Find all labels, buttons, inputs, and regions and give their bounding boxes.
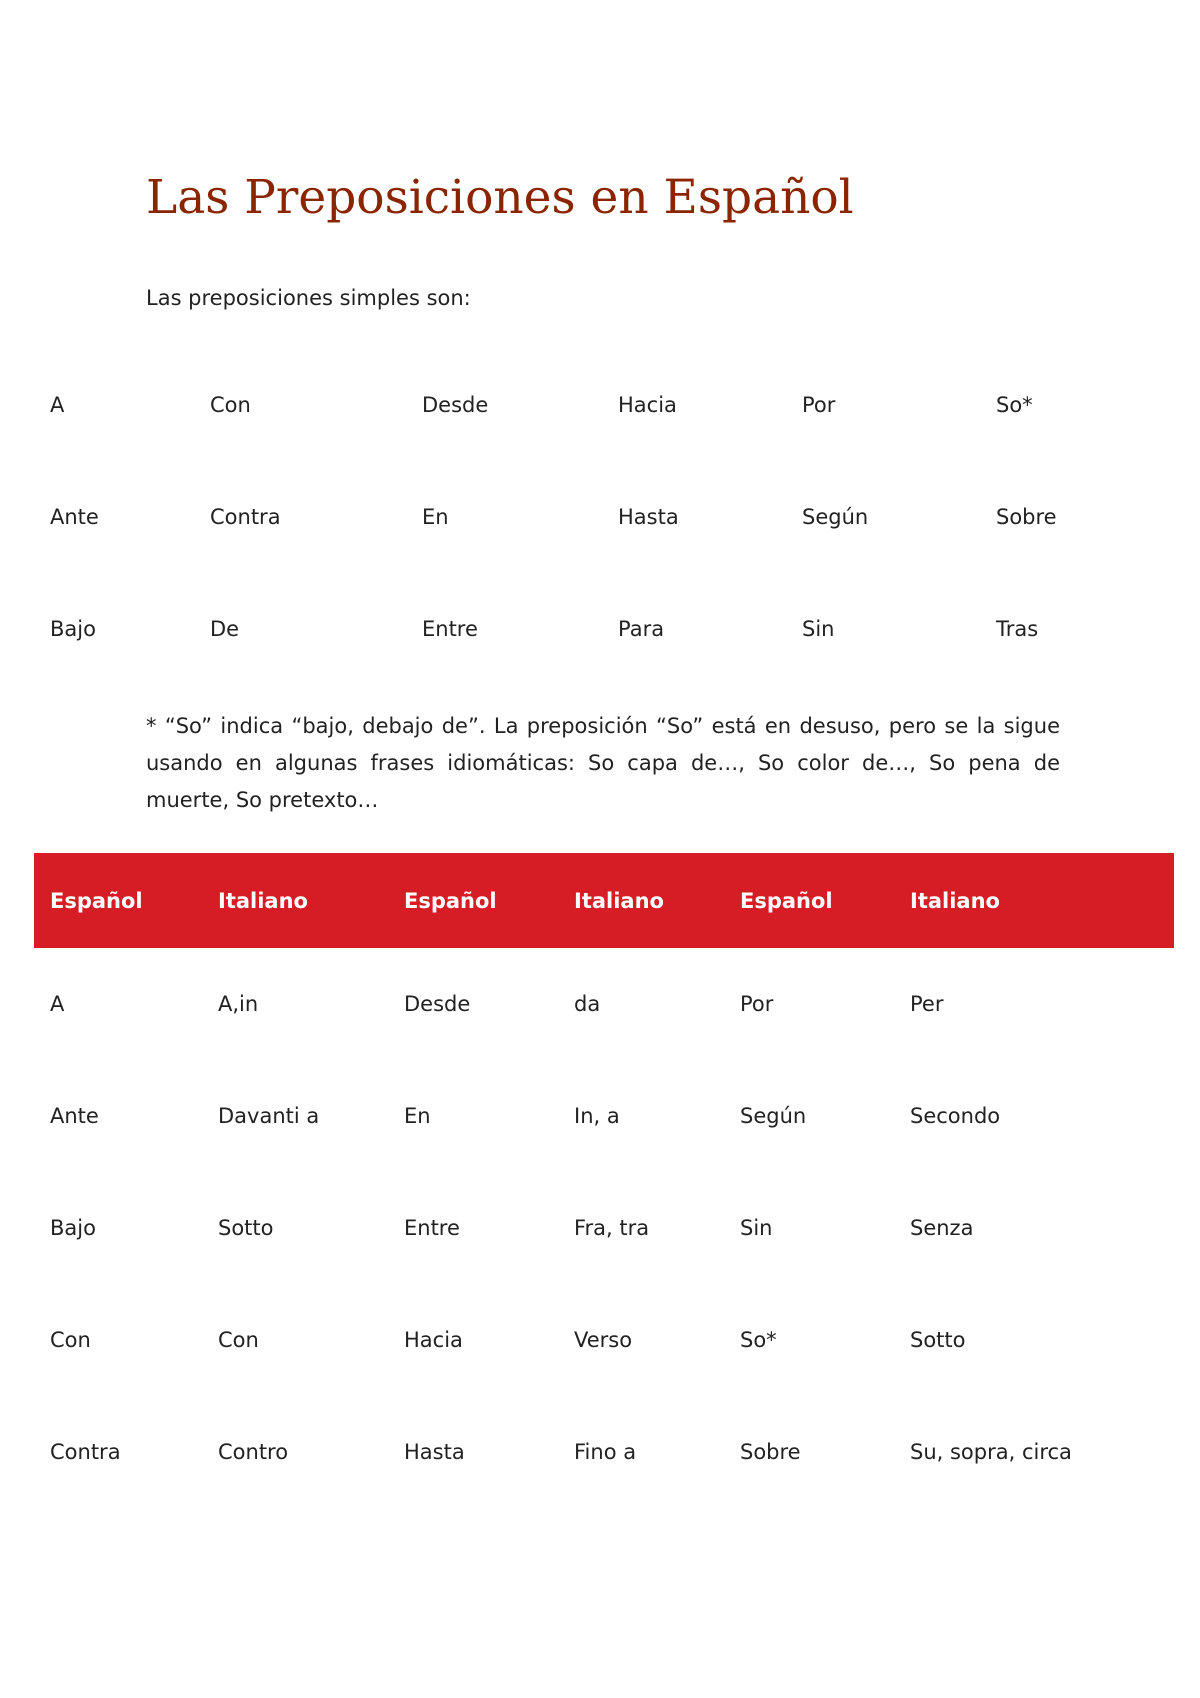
table-cell: Senza xyxy=(910,1216,974,1240)
table-cell: Según xyxy=(740,1104,807,1128)
table-cell: In, a xyxy=(574,1104,620,1128)
table-cell: So* xyxy=(740,1328,777,1352)
table-cell: Verso xyxy=(574,1328,633,1352)
translation-table xyxy=(34,853,1174,1508)
table-cell: Sotto xyxy=(218,1216,274,1240)
table-cell: Fino a xyxy=(574,1440,637,1464)
table-cell: Sin xyxy=(740,1216,773,1240)
table-cell: A,in xyxy=(218,992,259,1016)
table-cell: Hacia xyxy=(618,393,677,417)
table-cell: Hacia xyxy=(404,1328,463,1352)
table-cell: Entre xyxy=(404,1216,460,1240)
table-cell: En xyxy=(422,505,449,529)
table-cell: Bajo xyxy=(50,617,96,641)
table-cell: Sobre xyxy=(996,505,1057,529)
table-cell: De xyxy=(210,617,240,641)
page-title: Las Preposiciones en Español xyxy=(146,170,854,225)
table-row xyxy=(34,573,1170,685)
table-cell: Su, sopra, circa xyxy=(910,1440,1072,1464)
table-cell: Según xyxy=(802,505,869,529)
table-cell: So* xyxy=(996,393,1033,417)
table-cell: Davanti a xyxy=(218,1104,320,1128)
table-row xyxy=(34,1060,1174,1172)
table-row xyxy=(34,1396,1174,1508)
table-cell: Hasta xyxy=(618,505,679,529)
table-cell: Sotto xyxy=(910,1328,966,1352)
simple-prepositions-table xyxy=(34,349,1170,685)
column-header: Español xyxy=(50,888,143,913)
column-header: Italiano xyxy=(910,888,1000,913)
table-cell: Sin xyxy=(802,617,835,641)
table-cell: Sobre xyxy=(740,1440,801,1464)
table-cell: Tras xyxy=(996,617,1039,641)
table-cell: Con xyxy=(50,1328,91,1352)
table-cell: Ante xyxy=(50,505,99,529)
table-cell: Entre xyxy=(422,617,478,641)
table-row xyxy=(34,1172,1174,1284)
table-cell: A xyxy=(50,992,65,1016)
table-cell: En xyxy=(404,1104,431,1128)
table-cell: Desde xyxy=(404,992,471,1016)
table-cell: Fra, tra xyxy=(574,1216,650,1240)
table-cell: Para xyxy=(618,617,665,641)
column-header: Italiano xyxy=(218,888,308,913)
table-cell: Desde xyxy=(422,393,489,417)
table-cell: Con xyxy=(218,1328,259,1352)
table-row xyxy=(34,1284,1174,1396)
table-cell: A xyxy=(50,393,65,417)
column-header: Italiano xyxy=(574,888,664,913)
table-cell: Per xyxy=(910,992,944,1016)
intro-text: Las preposiciones simples son: xyxy=(146,286,471,310)
table-cell: Contro xyxy=(218,1440,289,1464)
table-row xyxy=(34,461,1170,573)
footnote: * “So” indica “bajo, debajo de”. La preposición “So” está en desuso, pero se la sigue usando en algunas frases idiomáticas: So capa de…, So color de…, So pena de muerte, So pretexto… xyxy=(146,714,1060,812)
table-cell: Secondo xyxy=(910,1104,1001,1128)
table-header-row xyxy=(34,853,1174,948)
table-cell: Por xyxy=(802,393,836,417)
column-header: Español xyxy=(404,888,497,913)
table-cell: Hasta xyxy=(404,1440,465,1464)
table-cell: da xyxy=(574,992,601,1016)
table-cell: Bajo xyxy=(50,1216,96,1240)
table-row xyxy=(34,349,1170,461)
table-cell: Ante xyxy=(50,1104,99,1128)
table-cell: Con xyxy=(210,393,251,417)
table-row xyxy=(34,948,1174,1060)
table-cell: Contra xyxy=(210,505,281,529)
table-cell: Contra xyxy=(50,1440,121,1464)
column-header: Español xyxy=(740,888,833,913)
table-cell: Por xyxy=(740,992,774,1016)
